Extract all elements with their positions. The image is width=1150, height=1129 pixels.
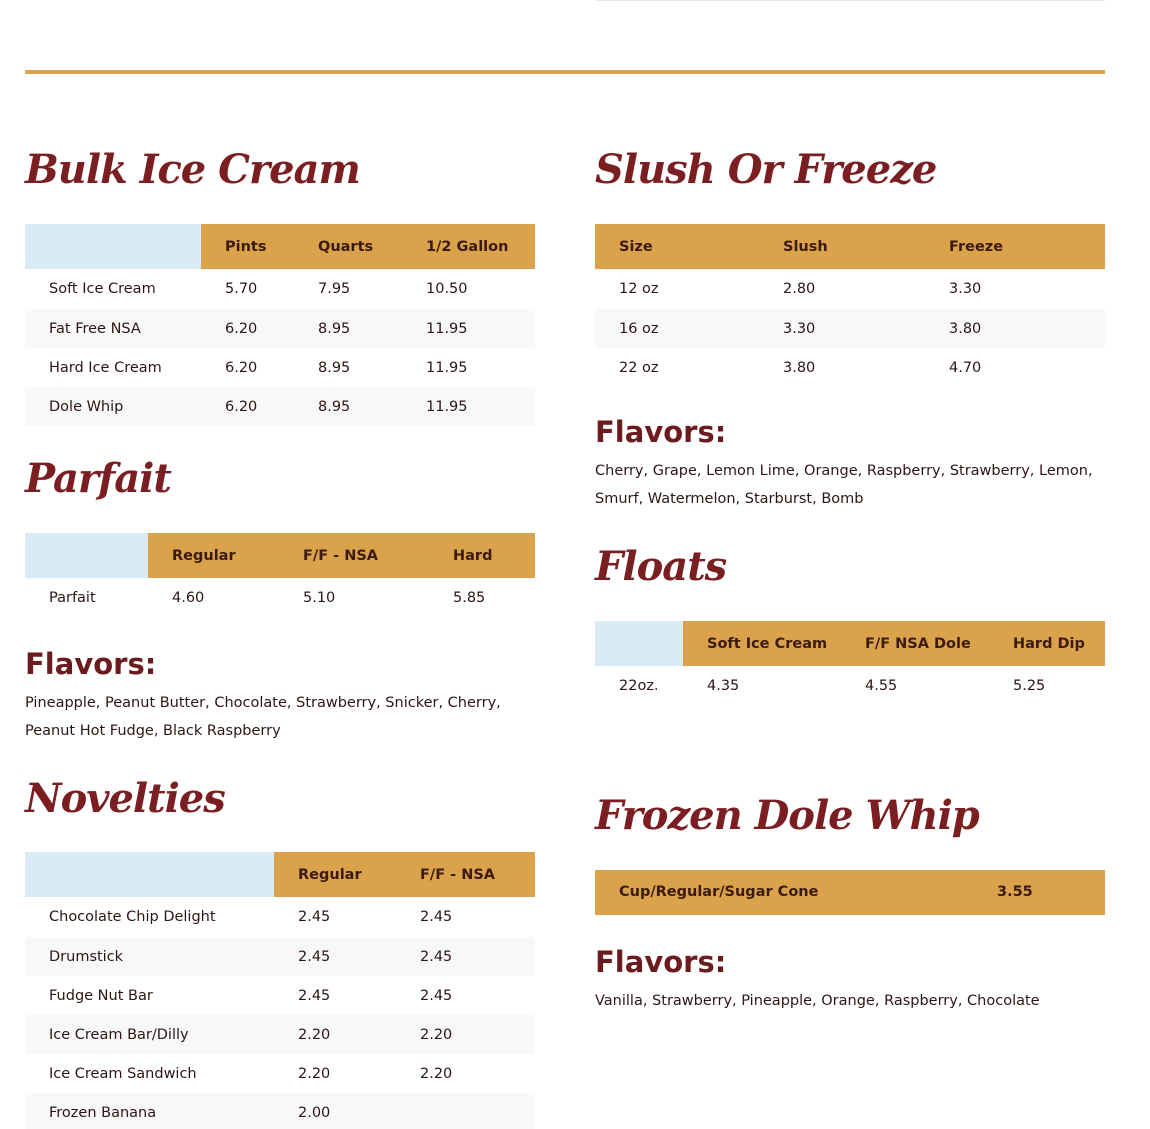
table-row <box>25 937 535 976</box>
table-row <box>25 976 535 1015</box>
slush-freeze-title: Slush Or Freeze <box>595 146 937 193</box>
table-cell: Frozen Banana <box>25 1093 274 1129</box>
table-header-cell: Quarts <box>294 224 402 269</box>
table-cell: 3.80 <box>783 359 816 376</box>
floats-table <box>595 621 1105 706</box>
table-header-cell: Slush <box>759 224 925 269</box>
table-cell: 4.60 <box>172 590 205 606</box>
table-cell: Ice Cream Bar/Dilly <box>25 1015 274 1054</box>
table-cell: 5.25 <box>1013 678 1046 694</box>
table-cell: 11.95 <box>426 359 468 376</box>
novelties-table <box>25 852 535 1129</box>
table-row <box>595 309 1105 348</box>
bulk-ice-cream-title: Bulk Ice Cream <box>25 146 360 193</box>
table-header-cell: F/F - NSA <box>279 533 429 578</box>
table-cell: 3.30 <box>949 281 982 297</box>
table-cell: 2.20 <box>274 1015 396 1054</box>
table-header-row <box>25 852 535 897</box>
table-cell: 2.45 <box>274 937 396 976</box>
table-cell: 2.20 <box>396 1015 535 1054</box>
table-cell: 4.55 <box>865 678 898 694</box>
table-cell: 11.95 <box>402 309 535 348</box>
table-cell: 8.95 <box>294 387 402 426</box>
table-cell: 5.85 <box>453 590 486 606</box>
table-cell: 2.45 <box>396 937 535 976</box>
gold-divider <box>25 70 1105 74</box>
slush-flavors-title: Flavors: <box>595 415 727 449</box>
table-cell: 2.45 <box>420 909 453 925</box>
table-cell: Parfait <box>49 590 96 606</box>
table-cell: 22 oz <box>619 359 659 376</box>
bulk-ice-cream-table <box>25 224 535 426</box>
table-row <box>25 1093 535 1129</box>
table-cell: Hard Ice Cream <box>49 359 162 376</box>
table-cell: 2.45 <box>298 987 331 1004</box>
table-header-cell: Soft Ice Cream <box>683 621 841 666</box>
table-cell: 6.20 <box>201 387 294 426</box>
table-cell: 2.45 <box>298 909 331 925</box>
table-cell: 2.20 <box>420 1065 453 1082</box>
dole-whip-item-label: Cup/Regular/Sugar Cone <box>619 884 819 900</box>
slush-flavors-text: Cherry, Grape, Lemon Lime, Orange, Raspberry, Strawberry, Lemon, Smurf, Watermelon, Starburst, Bomb <box>595 463 1093 507</box>
table-row <box>595 269 1105 309</box>
table-cell: 8.95 <box>294 309 402 348</box>
table-row <box>595 348 1105 387</box>
table-row <box>25 897 535 937</box>
table-header-cell: 1/2 Gallon <box>402 224 535 269</box>
table-cell: 8.95 <box>318 359 351 376</box>
table-header-cell: Freeze <box>925 224 1105 269</box>
table-cell: Fudge Nut Bar <box>49 987 153 1004</box>
table-header-cell <box>25 533 148 578</box>
table-cell: 7.95 <box>318 281 351 297</box>
table-cell: Chocolate Chip Delight <box>49 909 216 925</box>
table-header-cell: Regular <box>274 852 396 897</box>
table-row <box>25 309 535 348</box>
table-header-cell: Regular <box>148 533 279 578</box>
table-cell: Ice Cream Sandwich <box>49 1065 197 1082</box>
parfait-table <box>25 533 535 618</box>
table-cell: Soft Ice Cream <box>49 281 156 297</box>
table-cell: 16 oz <box>595 309 759 348</box>
floats-title: Floats <box>595 543 727 590</box>
table-cell: 2.80 <box>783 281 816 297</box>
table-cell <box>396 1093 535 1129</box>
table-cell: 5.10 <box>303 590 336 606</box>
table-cell: 3.80 <box>925 309 1105 348</box>
table-cell: 5.70 <box>225 281 258 297</box>
table-cell: 2.00 <box>274 1093 396 1129</box>
table-header-cell: Hard Dip <box>989 621 1105 666</box>
table-header-row <box>595 621 1105 666</box>
parfait-flavors-text: Pineapple, Peanut Butter, Chocolate, Strawberry, Snicker, Cherry, Peanut Hot Fudge, Black Raspberry <box>25 695 501 739</box>
table-header-row <box>595 224 1105 269</box>
table-cell: 11.95 <box>402 387 535 426</box>
table-header-row <box>25 533 535 578</box>
table-cell: 10.50 <box>426 281 468 297</box>
table-header-cell <box>595 621 683 666</box>
table-row <box>25 269 535 309</box>
table-header-cell: Hard <box>429 533 535 578</box>
table-header-cell: Pints <box>201 224 294 269</box>
table-row <box>25 348 535 387</box>
table-row <box>595 666 1105 706</box>
table-cell: Drumstick <box>25 937 274 976</box>
table-cell: 3.30 <box>759 309 925 348</box>
table-row <box>25 387 535 426</box>
slush-freeze-table <box>595 224 1105 387</box>
novelties-title: Novelties <box>25 775 225 822</box>
dole-whip-item-price: 3.55 <box>997 884 1033 900</box>
table-header-cell: F/F NSA Dole <box>841 621 989 666</box>
table-row <box>25 1015 535 1054</box>
table-cell: 6.20 <box>225 359 258 376</box>
table-header-row <box>25 224 535 269</box>
table-row <box>25 1054 535 1093</box>
table-cell: 4.70 <box>949 359 982 376</box>
table-header-cell <box>25 224 201 269</box>
table-header-cell: F/F - NSA <box>396 852 535 897</box>
table-cell: 12 oz <box>619 281 659 297</box>
table-cell: 6.20 <box>201 309 294 348</box>
table-cell: 2.20 <box>298 1065 331 1082</box>
table-cell: Dole Whip <box>25 387 201 426</box>
table-row <box>25 578 535 618</box>
table-cell: 4.35 <box>707 678 740 694</box>
table-header-cell: Size <box>595 224 759 269</box>
table-cell: 22oz. <box>619 678 659 694</box>
dole-flavors-title: Flavors: <box>595 945 727 979</box>
dole-whip-price-bar <box>595 870 1105 915</box>
table-cell: 2.45 <box>420 987 453 1004</box>
parfait-flavors-title: Flavors: <box>25 647 157 681</box>
table-cell: Fat Free NSA <box>25 309 201 348</box>
parfait-title: Parfait <box>25 455 171 502</box>
table-header-cell <box>25 852 274 897</box>
frozen-dole-whip-title: Frozen Dole Whip <box>595 792 979 839</box>
top-divider <box>595 0 1105 1</box>
dole-flavors-text: Vanilla, Strawberry, Pineapple, Orange, Raspberry, Chocolate <box>595 993 1040 1009</box>
